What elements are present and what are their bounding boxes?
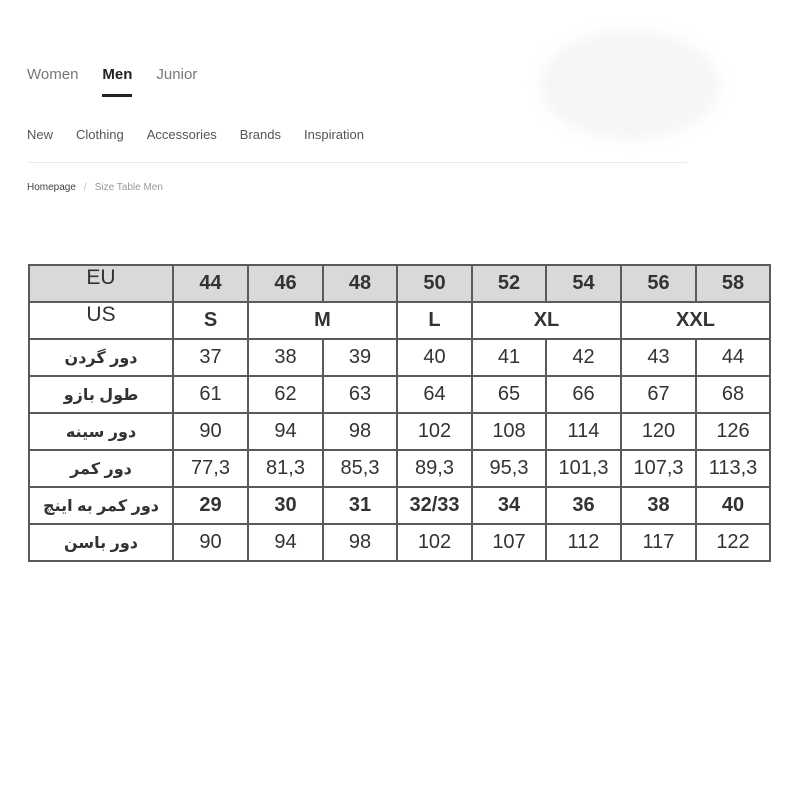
- table-cell: 94: [248, 413, 323, 450]
- table-cell: 40: [696, 487, 770, 524]
- row-label: دور کمر به اینچ: [29, 487, 173, 524]
- table-cell: 77,3: [173, 450, 248, 487]
- table-cell: 117: [621, 524, 696, 561]
- breadcrumb: [27, 182, 163, 193]
- us-size-cell: XXL: [621, 302, 770, 339]
- table-cell: 32/33: [397, 487, 472, 524]
- table-cell: 108: [472, 413, 546, 450]
- table-cell: 39: [323, 339, 397, 376]
- table-row: [29, 339, 770, 376]
- table-row: [29, 450, 770, 487]
- size-table: [28, 264, 771, 562]
- eu-size-cell: 46: [248, 265, 323, 302]
- eu-size-row: [29, 265, 770, 302]
- table-cell: 98: [323, 413, 397, 450]
- table-cell: 41: [472, 339, 546, 376]
- table-cell: 68: [696, 376, 770, 413]
- table-cell: 81,3: [248, 450, 323, 487]
- table-cell: 90: [173, 524, 248, 561]
- us-size-cell: XL: [472, 302, 621, 339]
- gender-tabs: [27, 66, 221, 97]
- tab-men[interactable]: Men: [102, 66, 132, 97]
- table-cell: 102: [397, 524, 472, 561]
- background-blur: [540, 30, 720, 140]
- table-cell: 36: [546, 487, 621, 524]
- tab-women[interactable]: Women: [27, 66, 79, 83]
- table-cell: 107: [472, 524, 546, 561]
- us-label: US: [29, 302, 173, 339]
- eu-size-cell: 58: [696, 265, 770, 302]
- us-size-cell: M: [248, 302, 397, 339]
- table-cell: 98: [323, 524, 397, 561]
- table-cell: 42: [546, 339, 621, 376]
- category-nav: [27, 127, 387, 142]
- table-cell: 31: [323, 487, 397, 524]
- table-cell: 114: [546, 413, 621, 450]
- eu-size-cell: 52: [472, 265, 546, 302]
- nav-item-brands[interactable]: Brands: [239, 127, 281, 142]
- table-cell: 89,3: [397, 450, 472, 487]
- table-cell: 34: [472, 487, 546, 524]
- row-label: دور گردن: [29, 339, 173, 376]
- nav-item-accessories[interactable]: Accessories: [146, 127, 217, 142]
- nav-divider: [27, 162, 687, 163]
- table-cell: 67: [621, 376, 696, 413]
- table-cell: 29: [173, 487, 248, 524]
- eu-size-cell: 44: [173, 265, 248, 302]
- eu-label: EU: [29, 265, 173, 302]
- us-size-cell: L: [397, 302, 472, 339]
- breadcrumb-current: Size Table Men: [94, 182, 163, 193]
- table-cell: 85,3: [323, 450, 397, 487]
- table-row: [29, 413, 770, 450]
- table-cell: 102: [397, 413, 472, 450]
- breadcrumb-home-link[interactable]: Homepage: [27, 182, 76, 193]
- row-label: طول بازو: [29, 376, 173, 413]
- table-row: [29, 524, 770, 561]
- table-cell: 38: [621, 487, 696, 524]
- table-cell: 61: [173, 376, 248, 413]
- table-cell: 94: [248, 524, 323, 561]
- table-row: [29, 376, 770, 413]
- us-size-row: [29, 302, 770, 339]
- table-row: [29, 487, 770, 524]
- eu-size-cell: 48: [323, 265, 397, 302]
- table-cell: 66: [546, 376, 621, 413]
- table-cell: 90: [173, 413, 248, 450]
- table-cell: 112: [546, 524, 621, 561]
- table-cell: 63: [323, 376, 397, 413]
- us-size-cell: S: [173, 302, 248, 339]
- table-cell: 122: [696, 524, 770, 561]
- table-cell: 40: [397, 339, 472, 376]
- row-label: دور باسن: [29, 524, 173, 561]
- nav-item-inspiration[interactable]: Inspiration: [304, 127, 364, 142]
- table-cell: 62: [248, 376, 323, 413]
- eu-size-cell: 50: [397, 265, 472, 302]
- table-cell: 30: [248, 487, 323, 524]
- row-label: دور سینه: [29, 413, 173, 450]
- table-cell: 43: [621, 339, 696, 376]
- eu-size-cell: 56: [621, 265, 696, 302]
- table-cell: 120: [621, 413, 696, 450]
- nav-item-new[interactable]: New: [27, 127, 54, 142]
- table-cell: 126: [696, 413, 770, 450]
- table-cell: 64: [397, 376, 472, 413]
- table-cell: 65: [472, 376, 546, 413]
- nav-item-clothing[interactable]: Clothing: [76, 127, 124, 142]
- table-cell: 101,3: [546, 450, 621, 487]
- tab-junior[interactable]: Junior: [156, 66, 198, 83]
- eu-size-cell: 54: [546, 265, 621, 302]
- table-cell: 107,3: [621, 450, 696, 487]
- table-cell: 44: [696, 339, 770, 376]
- table-cell: 113,3: [696, 450, 770, 487]
- breadcrumb-separator: /: [83, 182, 87, 193]
- row-label: دور کمر: [29, 450, 173, 487]
- table-cell: 38: [248, 339, 323, 376]
- table-cell: 37: [173, 339, 248, 376]
- table-cell: 95,3: [472, 450, 546, 487]
